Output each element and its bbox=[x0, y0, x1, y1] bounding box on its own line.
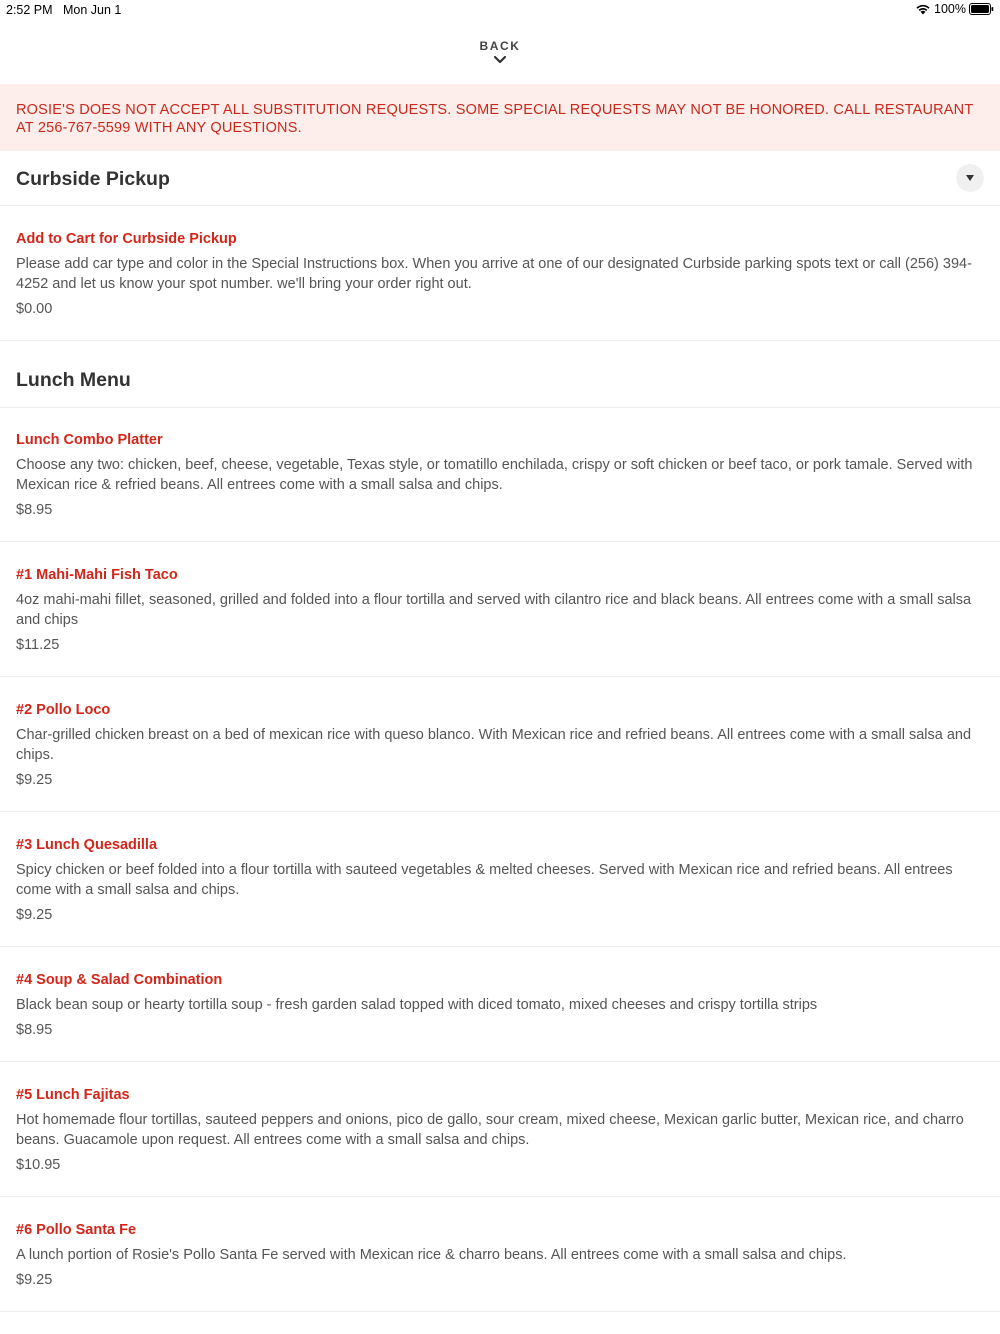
substitution-notice bbox=[0, 84, 1000, 151]
menu-item[interactable] bbox=[0, 812, 1000, 947]
menu-item[interactable] bbox=[0, 947, 1000, 1062]
item-description: Black bean soup or hearty tortilla soup - fresh garden salad topped with diced tomato, mixed cheeses and crispy tortilla strips bbox=[16, 997, 818, 1013]
item-description: A lunch portion of Rosie's Pollo Santa Fe served with Mexican rice & charro beans. All entrees come with a small salsa and chips. bbox=[16, 1247, 847, 1263]
battery-icon bbox=[969, 3, 994, 15]
back-button[interactable] bbox=[0, 36, 1000, 76]
menu-item[interactable] bbox=[0, 408, 1000, 542]
item-name: Add to Cart for Curbside Pickup bbox=[16, 231, 237, 247]
item-price: $11.25 bbox=[16, 637, 60, 653]
section-title: Lunch Menu bbox=[16, 369, 131, 391]
item-description: Please add car type and color in the Special Instructions box. When you arrive at one of our designated Curbside parking spots text or call (256) 394-4252 and let us know your spot number. we'll bring your order right out. bbox=[16, 256, 972, 292]
item-name: #6 Pollo Santa Fe bbox=[16, 1222, 137, 1238]
status-indicators bbox=[915, 2, 994, 16]
item-description: Choose any two: chicken, beef, cheese, vegetable, Texas style, or tomatillo enchilada, crispy or soft chicken or beef taco, or pork tamale. Served with Mexican rice & refried beans. All entrees come with a small salsa and chips. bbox=[16, 457, 973, 493]
item-name: #3 Lunch Quesadilla bbox=[16, 837, 158, 853]
menu-item[interactable] bbox=[0, 677, 1000, 812]
notice-text: ROSIE'S DOES NOT ACCEPT ALL SUBSTITUTION REQUESTS. SOME SPECIAL REQUESTS MAY NOT BE HONORED. CALL RESTAURANT AT 256-767-5599 WITH ANY QUESTIONS. bbox=[16, 102, 974, 136]
item-price: $10.95 bbox=[16, 1157, 61, 1173]
item-price: $8.95 bbox=[16, 1022, 53, 1038]
battery-percent: 100% bbox=[934, 2, 966, 16]
item-price: $8.95 bbox=[16, 502, 53, 518]
item-name: #4 Soup & Salad Combination bbox=[16, 972, 223, 988]
item-name: #2 Pollo Loco bbox=[16, 702, 111, 718]
item-price: $9.25 bbox=[16, 907, 53, 923]
status-time: 2:52 PM bbox=[6, 3, 53, 17]
item-description: Spicy chicken or beef folded into a flour tortilla with sauteed vegetables & melted cheeses. Served with Mexican rice and refried beans. All entrees come with a small salsa and chips. bbox=[16, 862, 953, 898]
item-description: Hot homemade flour tortillas, sauteed peppers and onions, pico de gallo, sour cream, mixed cheese, Mexican garlic butter, Mexican rice, and charro beans. Guacamole upon request. All entrees come with a small salsa and chips. bbox=[16, 1112, 964, 1148]
menu-item-curbside-pickup[interactable] bbox=[0, 206, 1000, 341]
item-name: #1 Mahi-Mahi Fish Taco bbox=[16, 567, 178, 583]
chevron-down-icon bbox=[493, 55, 507, 65]
item-name: Lunch Combo Platter bbox=[16, 432, 163, 448]
item-price: $0.00 bbox=[16, 301, 53, 317]
menu-item[interactable] bbox=[0, 1062, 1000, 1197]
item-name: #5 Lunch Fajitas bbox=[16, 1087, 130, 1103]
item-description: 4oz mahi-mahi fillet, seasoned, grilled and folded into a flour tortilla and served with cilantro rice and black beans. All entrees come with a small salsa and chips bbox=[16, 592, 972, 628]
menu-item[interactable] bbox=[0, 542, 1000, 677]
menu-item[interactable] bbox=[0, 1197, 1000, 1312]
status-bar bbox=[0, 0, 1000, 22]
back-label: BACK bbox=[479, 39, 521, 53]
section-header-curbside bbox=[0, 151, 1000, 206]
item-price: $9.25 bbox=[16, 1272, 53, 1288]
item-price: $9.25 bbox=[16, 772, 53, 788]
item-description: Char-grilled chicken breast on a bed of mexican rice with queso blanco. With Mexican rice and refried beans. All entrees come with a small salsa and chips. bbox=[16, 727, 972, 763]
section-title: Curbside Pickup bbox=[16, 168, 170, 190]
status-date: Mon Jun 1 bbox=[63, 3, 122, 17]
section-dropdown-button[interactable] bbox=[956, 164, 984, 192]
caret-down-icon bbox=[966, 175, 974, 181]
wifi-icon bbox=[915, 3, 931, 15]
section-header-lunch bbox=[0, 341, 1000, 408]
